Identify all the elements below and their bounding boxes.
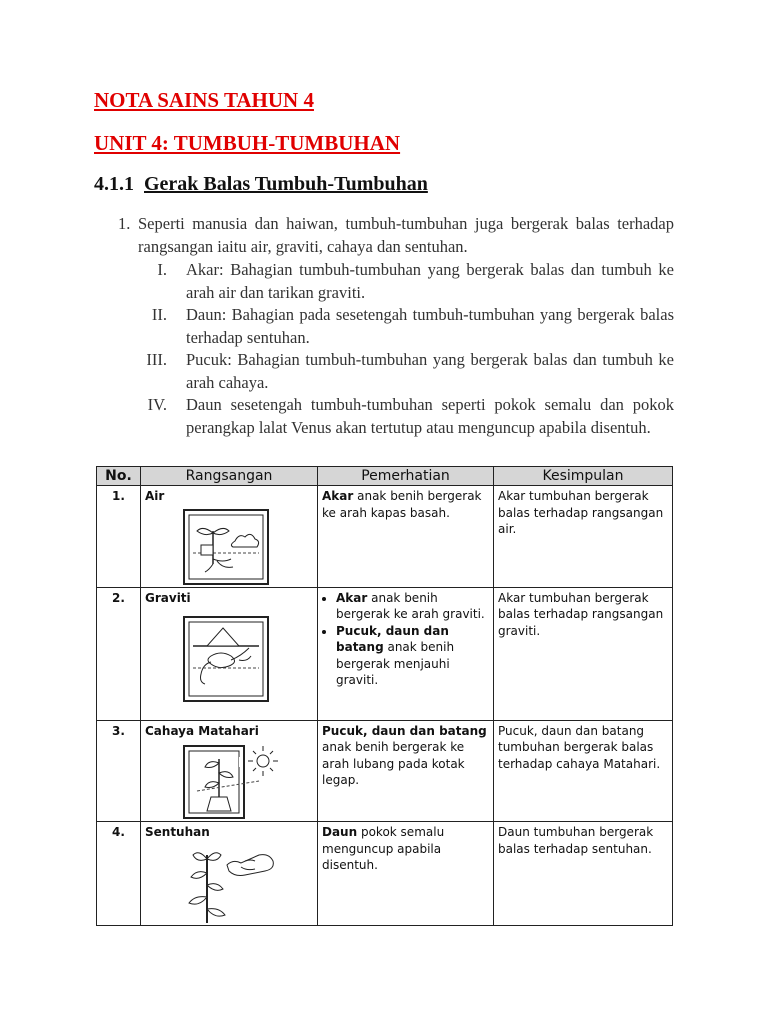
stimulus-label: Graviti (145, 590, 191, 605)
col-header-observation: Pemerhatian (318, 467, 494, 486)
conclusion-cell: Akar tumbuhan bergerak balas terhadap rangsangan graviti. (494, 587, 673, 720)
light-experiment-illustration (183, 743, 279, 819)
observation-bullet (336, 590, 489, 623)
stimulus-cell (141, 486, 318, 588)
observation-text: anak benih bergerak menjauhi graviti. (336, 640, 455, 687)
doc-title: NOTA SAINS TAHUN 4 (94, 88, 314, 112)
observation-cell (318, 486, 494, 588)
observation-keyword: Pucuk, daun dan batang (336, 623, 449, 654)
water-experiment-illustration (183, 509, 269, 585)
list-numeral: III. (146, 350, 167, 369)
list-text: Pucuk: Bahagian tumbuh-tumbuhan yang bergerak balas dan tumbuh ke arah cahaya. (186, 350, 674, 392)
table-row (97, 720, 673, 822)
intro-text: Seperti manusia dan haiwan, tumbuh-tumbuhan juga bergerak balas terhadap rangsangan iaitu air, graviti, cahaya dan sentuhan. (138, 214, 674, 256)
section-heading (94, 173, 428, 196)
roman-list (118, 259, 674, 439)
stimulus-table (96, 466, 673, 926)
section-number: 4.1.1 (94, 173, 134, 195)
gravity-experiment-illustration (183, 616, 269, 702)
observation-text: pokok semalu menguncup apabila disentuh. (322, 825, 445, 872)
table-header-row (97, 467, 673, 486)
row-number: 2. (97, 587, 141, 720)
stimulus-cell (141, 720, 318, 822)
unit-title: UNIT 4: TUMBUH-TUMBUHAN (94, 131, 401, 155)
list-item (118, 259, 674, 304)
table-row (97, 587, 673, 720)
observation-text: anak benih bergerak ke arah lubang pada kotak legap. (322, 740, 465, 787)
table-row (97, 822, 673, 926)
stimulus-label: Sentuhan (145, 825, 210, 839)
row-number: 4. (97, 822, 141, 926)
observation-text: anak benih bergerak ke arah kapas basah. (322, 489, 482, 520)
section-title: Gerak Balas Tumbuh-Tumbuhan (144, 173, 428, 195)
col-header-conclusion: Kesimpulan (494, 467, 673, 486)
stimulus-cell (141, 587, 318, 720)
col-header-stimulus: Rangsangan (141, 467, 318, 486)
list-item (118, 349, 674, 394)
observation-keyword: Akar (336, 590, 368, 605)
intro-paragraph (118, 213, 674, 258)
list-numeral: I. (157, 260, 167, 279)
list-numeral: II. (151, 305, 167, 324)
list-item (118, 304, 674, 349)
intro-number: 1. (118, 214, 131, 233)
row-number: 1. (97, 486, 141, 588)
observation-keyword: Akar (322, 489, 354, 503)
observation-cell (318, 822, 494, 926)
list-text: Akar: Bahagian tumbuh-tumbuhan yang bergerak balas dan tumbuh ke arah air dan tarikan graviti. (186, 260, 674, 302)
observation-bullet (336, 623, 489, 689)
conclusion-cell: Akar tumbuhan bergerak balas terhadap rangsangan air. (494, 486, 673, 588)
conclusion-cell: Pucuk, daun dan batang tumbuhan bergerak balas terhadap cahaya Matahari. (494, 720, 673, 822)
stimulus-label: Cahaya Matahari (145, 723, 259, 738)
observation-keyword: Daun (322, 825, 358, 839)
intro-block (118, 213, 674, 439)
col-header-no: No. (97, 467, 141, 486)
stimulus-cell (141, 822, 318, 926)
observation-bullets (322, 590, 489, 689)
list-text: Daun: Bahagian pada sesetengah tumbuh-tumbuhan yang bergerak balas terhadap sentuhan. (186, 305, 674, 347)
touch-plant-illustration (181, 845, 281, 923)
observation-cell (318, 587, 494, 720)
row-number: 3. (97, 720, 141, 822)
list-numeral: IV. (147, 395, 167, 414)
stimulus-label: Air (145, 489, 165, 503)
observation-text: anak benih bergerak ke arah graviti. (336, 590, 485, 621)
conclusion-cell: Daun tumbuhan bergerak balas terhadap sentuhan. (494, 822, 673, 926)
observation-keyword: Pucuk, daun dan batang (322, 723, 487, 738)
list-text: Daun sesetengah tumbuh-tumbuhan seperti pokok semalu dan pokok perangkap lalat Venus akan tertutup atau menguncup apabila disentuh. (186, 395, 674, 437)
table-row (97, 486, 673, 588)
list-item (118, 394, 674, 439)
observation-cell (318, 720, 494, 822)
